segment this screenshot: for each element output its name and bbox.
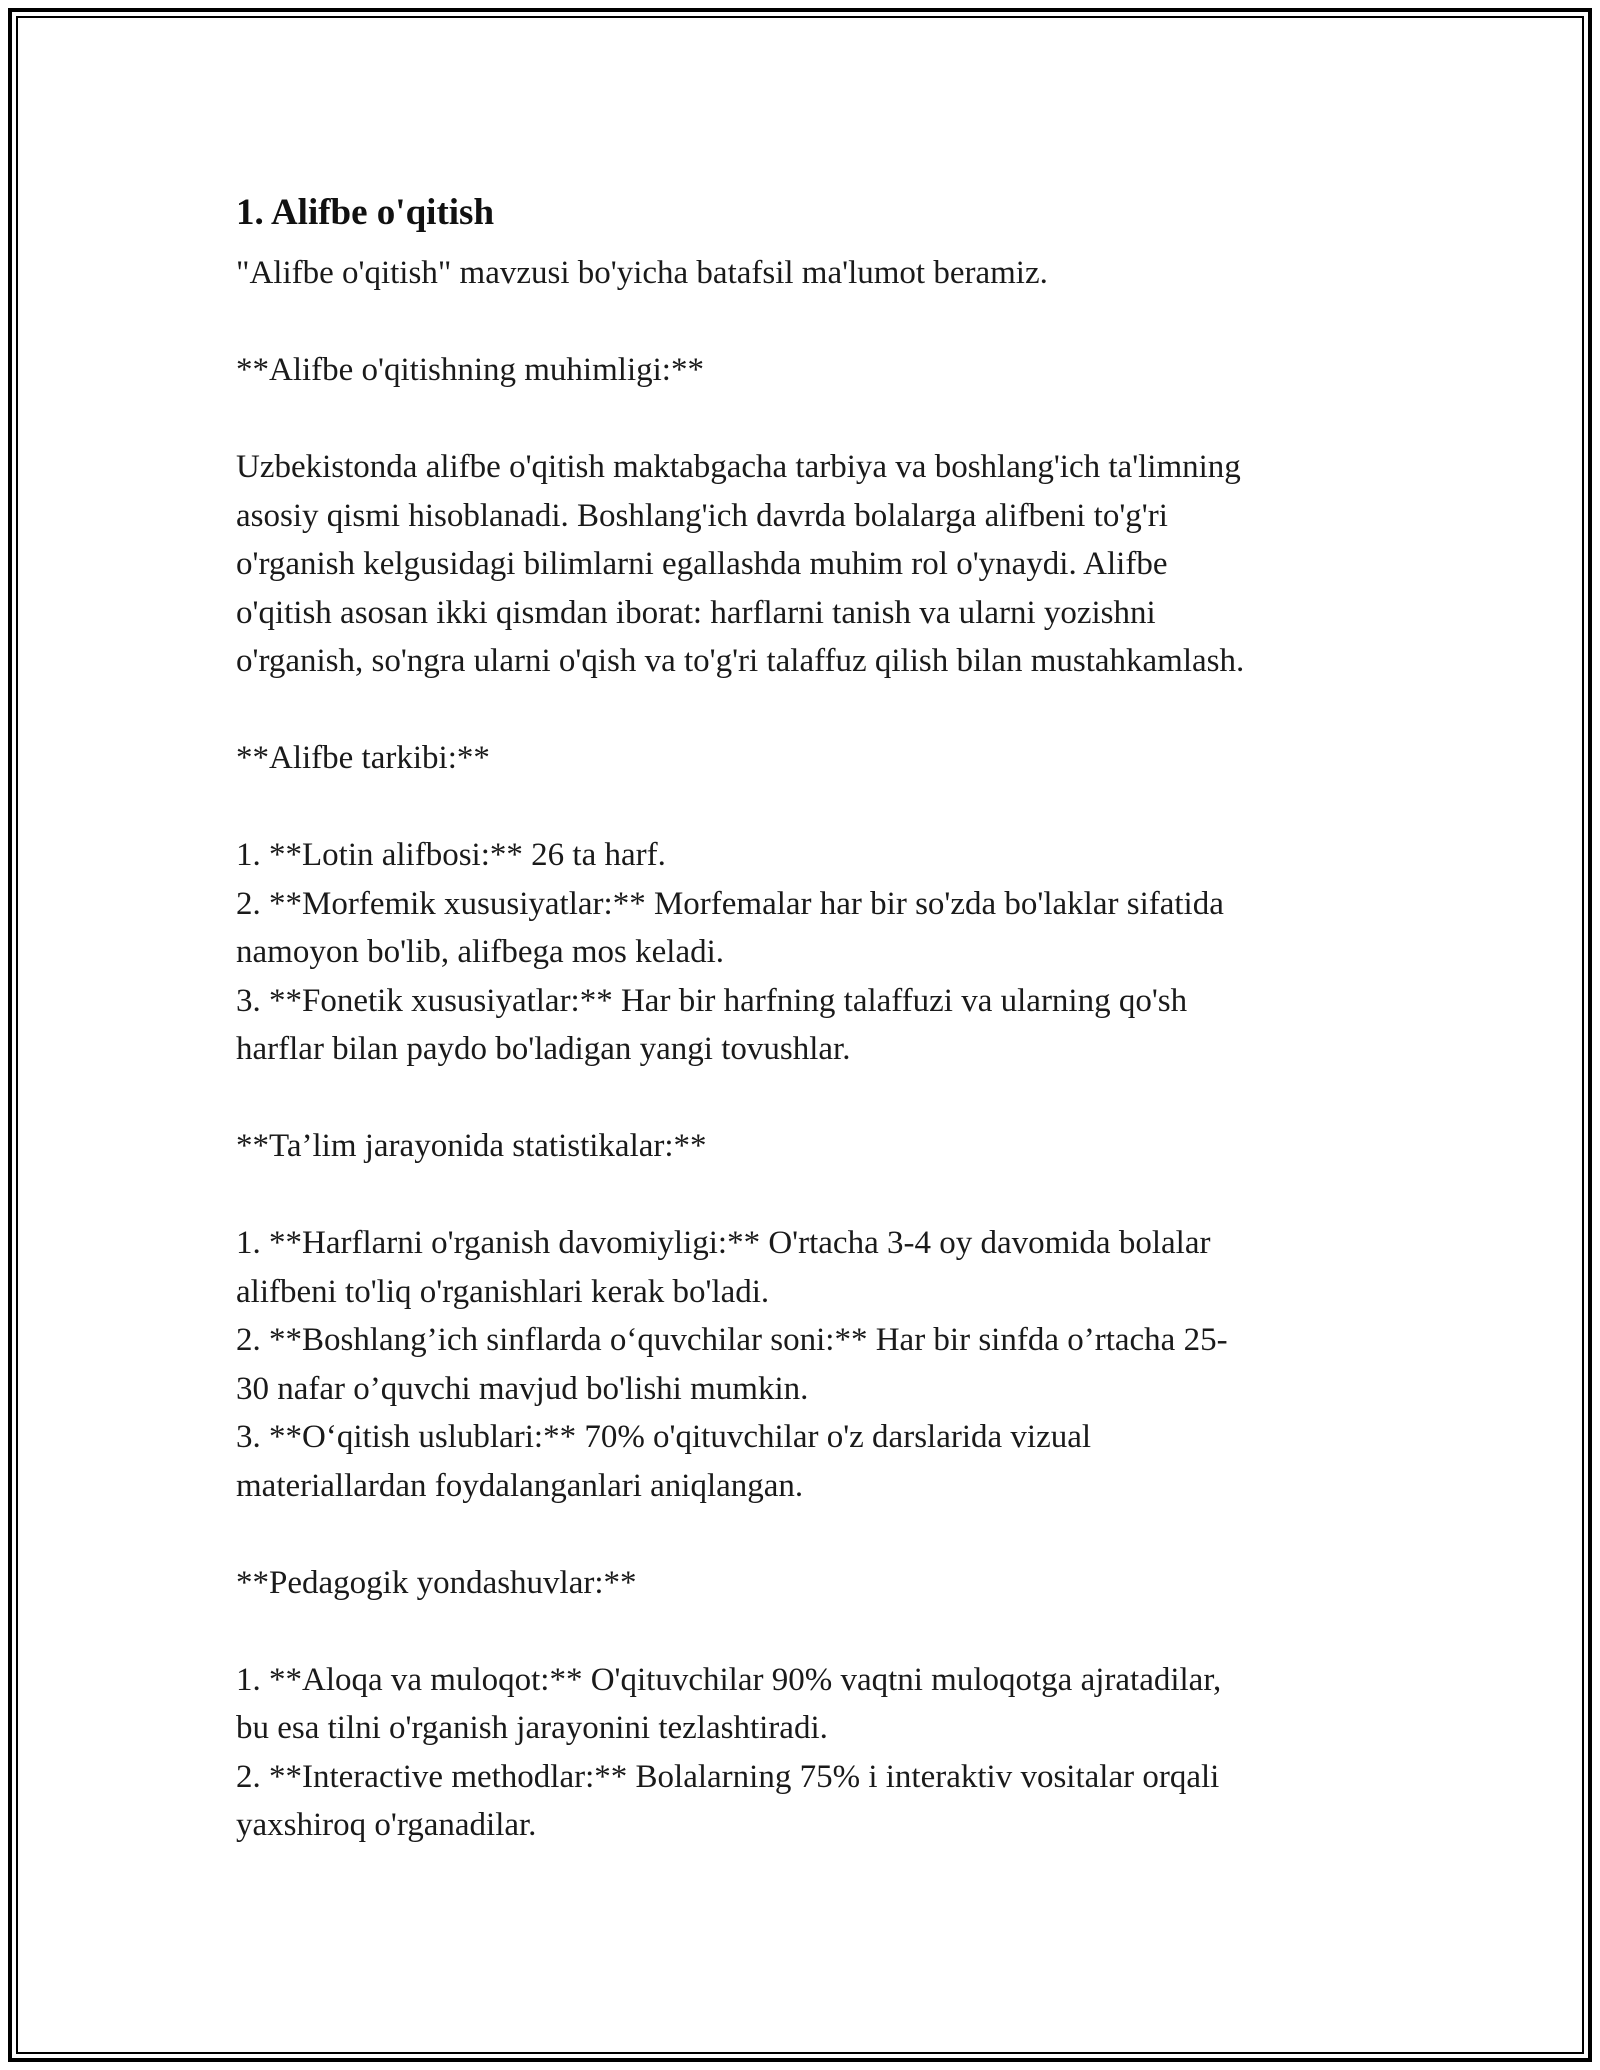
section-body-approaches <box>236 1656 1366 1850</box>
spacer <box>236 1074 1366 1123</box>
spacer <box>236 1510 1366 1559</box>
spacer <box>236 783 1366 832</box>
list-item: 1. **Harflarni o'rganish davomiyligi:** O'rtacha 3-4 oy davomida bolalar <box>236 1225 1211 1261</box>
list-item-continued: namoyon bo'lib, alifbega mos keladi. <box>236 934 725 970</box>
section-body-statistics <box>236 1219 1366 1510</box>
text-line: Uzbekistonda alifbe o'qitish maktabgacha tarbiya va boshlang'ich ta'limning <box>236 449 1241 485</box>
list-item: 3. **O‘qitish uslublari:** 70% o'qituvchilar o'z darslarida vizual <box>236 1419 1092 1455</box>
section-title-importance: **Alifbe o'qitishning muhimligi:** <box>236 352 704 388</box>
section-title-statistics: **Ta’lim jarayonida statistikalar:** <box>236 1128 707 1164</box>
text-line: asosiy qismi hisoblanadi. Boshlang'ich davrda bolalarga alifbeni to'g'ri <box>236 497 1168 534</box>
list-item-continued: 30 nafar o’quvchi mavjud bo'lishi mumkin. <box>236 1370 809 1407</box>
section-body-composition <box>236 831 1366 1074</box>
text-line: o'rganish, so'ngra ularni o'qish va to'g'ri talaffuz qilish bilan mustahkamlash. <box>236 643 1245 679</box>
list-item: 1. **Lotin alifbosi:** 26 ta harf. <box>236 837 666 873</box>
list-item-continued: alifbeni to'liq o'rganishlari kerak bo'ladi. <box>236 1273 770 1310</box>
list-item: 2. **Interactive methodlar:** Bolalarning 75% i interaktiv vositalar orqali <box>236 1758 1220 1795</box>
spacer <box>236 1607 1366 1656</box>
list-item: 2. **Morfemik xususiyatlar:** Morfemalar har bir so'zda bo'laklar sifatida <box>236 885 1224 922</box>
list-item-continued: yaxshiroq o'rganadilar. <box>236 1807 537 1843</box>
list-item: 2. **Boshlang’ich sinflarda o‘quvchilar soni:** Har bir sinfda o’rtacha 25- <box>236 1322 1228 1358</box>
list-item-continued: bu esa tilni o'rganish jarayonini tezlashtiradi. <box>236 1710 828 1746</box>
list-item-continued: harflar bilan paydo bo'ladigan yangi tovushlar. <box>236 1031 851 1067</box>
section-title-composition: **Alifbe tarkibi:** <box>236 740 490 776</box>
list-item: 1. **Aloqa va muloqot:** O'qituvchilar 90% vaqtni muloqotga ajratadilar, <box>236 1661 1222 1698</box>
section-title-approaches: **Pedagogik yondashuvlar:** <box>236 1564 637 1601</box>
spacer <box>236 395 1366 444</box>
list-item: 3. **Fonetik xususiyatlar:** Har bir harfning talaffuzi va ularning qo'sh <box>236 982 1188 1019</box>
text-line: o'rganish kelgusidagi bilimlarni egallashda muhim rol o'ynaydi. Alifbe <box>236 546 1168 582</box>
intro-paragraph: "Alifbe o'qitish" mavzusi bo'yicha batafsil ma'lumot beramiz. <box>236 255 1048 291</box>
list-item-continued: materiallardan foydalanganlari aniqlangan. <box>236 1467 804 1504</box>
text-line: o'qitish asosan ikki qismdan iborat: harflarni tanish va ularni yozishni <box>236 594 1156 631</box>
section-body-importance <box>236 443 1366 686</box>
spacer <box>236 298 1366 347</box>
document-page <box>236 185 1366 1850</box>
spacer <box>236 686 1366 735</box>
spacer <box>236 1171 1366 1220</box>
document-heading: 1. Alifbe o'qitish <box>236 192 495 233</box>
